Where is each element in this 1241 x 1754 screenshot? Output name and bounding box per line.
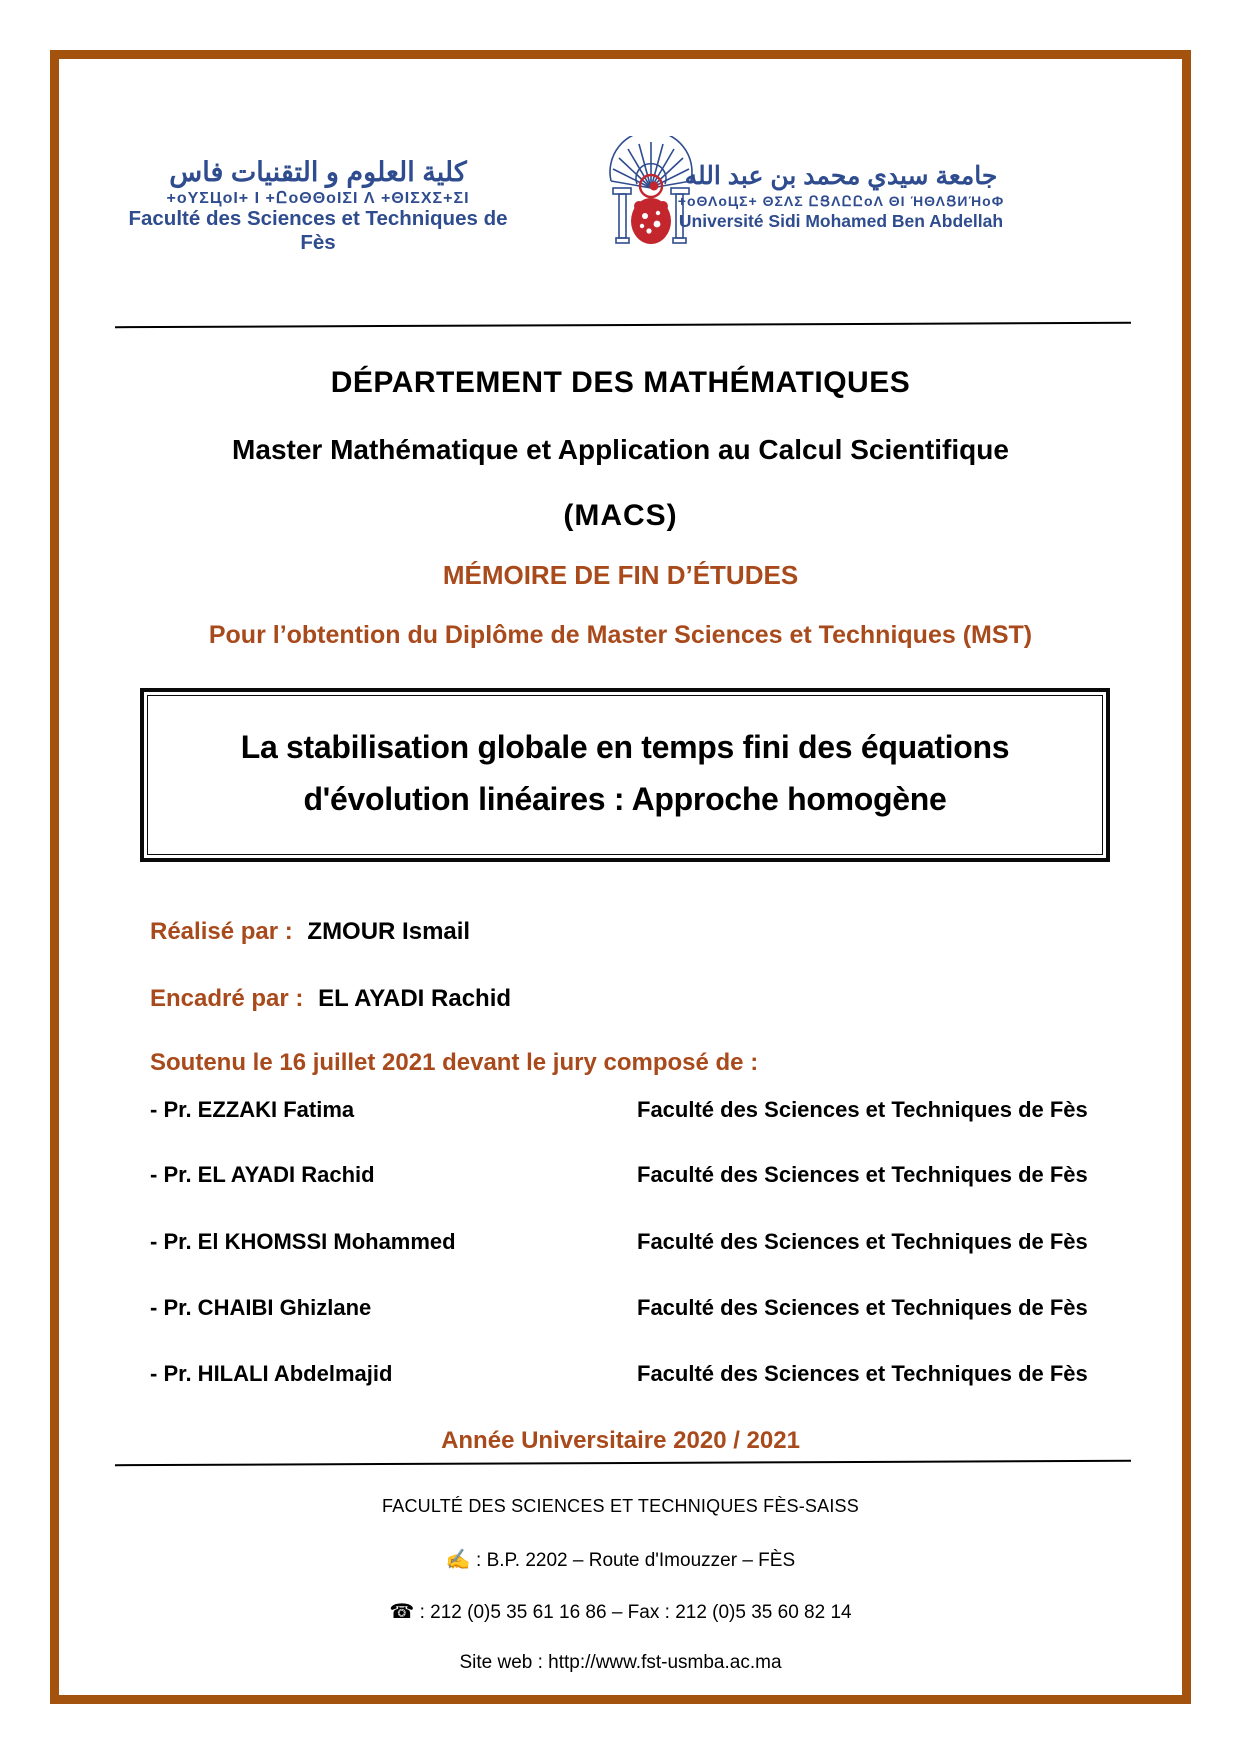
author-name: ZMOUR Ismail [307,918,471,945]
encadre-par-row [150,985,511,1013]
jury-member-affiliation: Faculté des Sciences et Techniques de Fès [637,1361,1088,1386]
realise-par-label: Réalisé par : [150,918,293,945]
thesis-title [241,722,1010,826]
soutenu-line: Soutenu le 16 juillet 2021 devant le jury composé de : [150,1049,759,1076]
thesis-title-line2: d'évolution linéaires : Approche homogène [303,780,947,817]
jury-row [150,1162,1130,1188]
encadre-par-label: Encadré par : [150,985,304,1012]
faculty-name-arabic: كلية العلوم و التقنيات فاس [169,157,467,187]
footer-faculty-name: FACULTÉ DES SCIENCES ET TECHNIQUES FÈS-SAISS [382,1496,859,1516]
faculty-name-french: Faculté des Sciences et Techniques de Fès [128,207,508,254]
jury-row [150,1361,1130,1387]
jury-member-name: - Pr. CHAIBI Ghizlane [150,1295,372,1320]
footer-website-line: Site web : http://www.fst-usmba.ac.ma [459,1652,782,1673]
university-name-arabic: جامعة سيدي محمد بن عبد الله [684,162,998,190]
jury-member-affiliation: Faculté des Sciences et Techniques de Fès [637,1295,1088,1320]
top-divider-line [115,322,1131,328]
realise-par-row [150,918,470,946]
university-name-tifinagh: +oΘΛoЦΣ+ ΘΣΛΣ ԸՑΛԸԸoΛ ΘI ΉΘΛՑИΉoΦ [677,192,1005,209]
jury-member-affiliation: Faculté des Sciences et Techniques de Fès [637,1097,1088,1122]
footer-phone-text: : 212 (0)5 35 61 16 86 – Fax : 212 (0)5 35 60 82 14 [419,1602,852,1623]
jury-member-affiliation: Faculté des Sciences et Techniques de Fès [637,1229,1088,1254]
supervisor-name: EL AYADI Rachid [318,985,512,1012]
university-logo-block [652,160,1030,233]
macs-heading: (MACS) [563,499,678,532]
thesis-title-line1: La stabilisation globale en temps fini des équations [240,729,1010,765]
thesis-title-inner-border [147,695,1103,855]
memoire-heading: MÉMOIRE DE FIN D’ÉTUDES [442,560,799,590]
jury-member-name: - Pr. HILALI Abdelmajid [150,1361,393,1386]
faculty-name-tifinagh: +oΥΣЦoI+ I +ԸoΘΘoIΣI Λ +ΘIΣΧΣ+ΣI [166,189,470,207]
master-heading: Master Mathématique et Application au Calcul Scientifique [232,434,1009,465]
academic-year: Année Universitaire 2020 / 2021 [441,1427,800,1454]
obtention-heading: Pour l’obtention du Diplôme de Master Sciences et Techniques (MST) [208,621,1033,649]
phone-icon: ☎ [389,1601,415,1623]
jury-member-affiliation: Faculté des Sciences et Techniques de Fès [637,1162,1088,1187]
jury-row [150,1295,1130,1321]
jury-member-name: - Pr. El KHOMSSI Mohammed [150,1229,456,1254]
jury-row [150,1229,1130,1255]
footer-address-line [0,1547,1241,1572]
jury-row [150,1097,1130,1123]
bottom-divider-line [115,1460,1131,1466]
page-border-frame [50,50,1191,1704]
university-name-french: Université Sidi Mohamed Ben Abdellah [678,211,1004,231]
footer-address-text: : B.P. 2202 – Route d'Imouzzer – FÈS [476,1550,796,1571]
thesis-title-box [140,688,1110,862]
jury-member-name: - Pr. EL AYADI Rachid [150,1162,375,1187]
footer-phone-line [0,1599,1241,1624]
faculty-logo-block [108,156,528,254]
writing-hand-icon: ✍ [445,1549,471,1571]
department-heading: DÉPARTEMENT DES MATHÉMATIQUES [330,366,911,399]
jury-member-name: - Pr. EZZAKI Fatima [150,1097,355,1122]
